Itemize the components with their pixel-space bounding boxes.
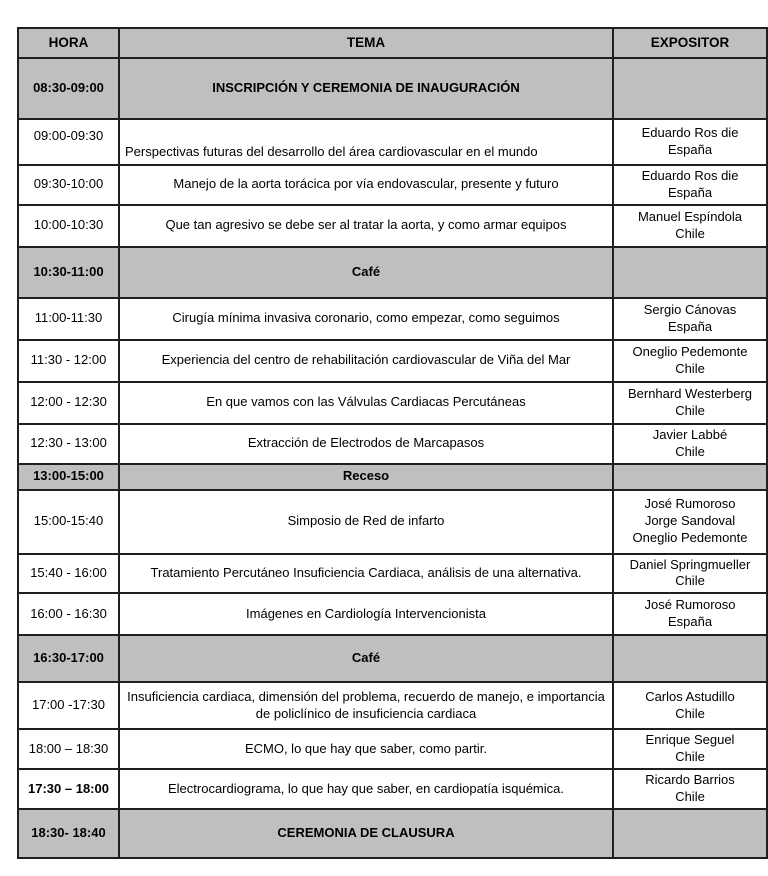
- expositor-line: Chile: [675, 705, 705, 721]
- table-row: [18, 205, 767, 247]
- expositor-line: Chile: [675, 443, 705, 459]
- expositor-cell: [613, 554, 767, 594]
- expositor-cell: [613, 729, 767, 769]
- expositor-cell: [613, 58, 767, 119]
- hora-cell: 16:30-17:00: [18, 635, 119, 682]
- expositor-line: España: [667, 614, 713, 630]
- table-row: [18, 340, 767, 382]
- tema-cell: Café: [119, 635, 613, 682]
- hora-cell: 17:00 -17:30: [18, 682, 119, 729]
- expositor-cell: [613, 490, 767, 554]
- expositor-line: Sergio Cánovas: [643, 301, 737, 317]
- expositor-cell: [613, 205, 767, 247]
- expositor-line: Chile: [675, 360, 705, 376]
- table-row: [18, 165, 767, 205]
- expositor-line: Eduardo Ros die: [641, 125, 739, 141]
- expositor-line: Daniel Springmueller: [629, 556, 751, 572]
- expositor-line: Ricardo Barrios: [645, 772, 735, 788]
- schedule-table: [17, 27, 768, 859]
- hora-cell: 08:30-09:00: [18, 58, 119, 119]
- table-row: [18, 769, 767, 809]
- tema-cell: Imágenes en Cardiología Intervencionista: [119, 593, 613, 635]
- table-row: [18, 729, 767, 769]
- expositor-cell: [613, 119, 767, 165]
- expositor-line: Oneglio Pedemonte: [632, 530, 748, 545]
- tema-cell: Tratamiento Percutáneo Insuficiencia Cardiaca, análisis de una alternativa.: [119, 554, 613, 594]
- hora-cell: 16:00 - 16:30: [18, 593, 119, 635]
- expositor-cell: [613, 298, 767, 340]
- expositor-line: Chile: [675, 749, 705, 765]
- header-row: [18, 28, 767, 58]
- expositor-cell: [613, 382, 767, 424]
- tema-cell: Insuficiencia cardiaca, dimensión del problema, recuerdo de manejo, e importancia de policlínico de insuficiencia cardiaca: [119, 682, 613, 729]
- expositor-cell: [613, 340, 767, 382]
- tema-cell: Experiencia del centro de rehabilitación cardiovascular de Viña del Mar: [119, 340, 613, 382]
- tema-cell: Café: [119, 247, 613, 298]
- table-row: [18, 424, 767, 464]
- expositor-line: José Rumoroso: [644, 597, 736, 613]
- column-header-tema: TEMA: [119, 28, 613, 58]
- expositor-cell: [613, 635, 767, 682]
- tema-cell: Cirugía mínima invasiva coronario, como empezar, como seguimos: [119, 298, 613, 340]
- expositor-cell: [613, 464, 767, 490]
- tema-cell: CEREMONIA DE CLAUSURA: [119, 809, 613, 858]
- tema-cell: Manejo de la aorta torácica por vía endovascular, presente y futuro: [119, 165, 613, 205]
- expositor-cell: [613, 593, 767, 635]
- hora-cell: 10:30-11:00: [18, 247, 119, 298]
- tema-cell: Que tan agresivo se debe ser al tratar la aorta, y como armar equipos: [119, 205, 613, 247]
- hora-cell: 09:30-10:00: [18, 165, 119, 205]
- column-header-expositor: EXPOSITOR: [613, 28, 767, 58]
- table-row: [18, 635, 767, 682]
- expositor-line: José Rumoroso: [644, 496, 736, 512]
- table-row: [18, 247, 767, 298]
- hora-cell: 10:00-10:30: [18, 205, 119, 247]
- table-row: [18, 809, 767, 858]
- tema-cell: Extracción de Electrodos de Marcapasos: [119, 424, 613, 464]
- expositor-line: Enrique Seguel: [645, 732, 735, 748]
- expositor-line: Chile: [675, 225, 705, 241]
- hora-cell: 15:00-15:40: [18, 490, 119, 554]
- hora-cell: 12:30 - 13:00: [18, 424, 119, 464]
- table-row: [18, 464, 767, 490]
- hora-cell: 17:30 – 18:00: [18, 769, 119, 809]
- expositor-line: Chile: [675, 402, 705, 418]
- column-header-hora: HORA: [18, 28, 119, 58]
- hora-cell: 15:40 - 16:00: [18, 554, 119, 594]
- expositor-line: España: [667, 318, 713, 334]
- hora-cell: 18:30- 18:40: [18, 809, 119, 858]
- hora-cell: 09:00-09:30: [18, 119, 119, 165]
- expositor-line: Javier Labbé: [652, 426, 728, 442]
- tema-cell: ECMO, lo que hay que saber, como partir.: [119, 729, 613, 769]
- expositor-cell: [613, 424, 767, 464]
- schedule-header: [18, 28, 767, 58]
- expositor-line: España: [667, 184, 713, 200]
- expositor-cell: [613, 769, 767, 809]
- expositor-line: Chile: [675, 573, 705, 589]
- expositor-line: Chile: [675, 789, 705, 805]
- tema-cell: Perspectivas futuras del desarrollo del área cardiovascular en el mundo: [119, 119, 613, 165]
- expositor-cell: [613, 809, 767, 858]
- expositor-line: Carlos Astudillo: [645, 688, 735, 704]
- table-row: [18, 554, 767, 594]
- tema-cell: Electrocardiograma, lo que hay que saber, en cardiopatía isquémica.: [119, 769, 613, 809]
- expositor-line: España: [667, 142, 713, 157]
- tema-cell: INSCRIPCIÓN Y CEREMONIA DE INAUGURACIÓN: [119, 58, 613, 119]
- hora-cell: 11:00-11:30: [18, 298, 119, 340]
- hora-cell: 11:30 - 12:00: [18, 340, 119, 382]
- expositor-line: Eduardo Ros die: [641, 168, 739, 183]
- table-row: [18, 298, 767, 340]
- expositor-line: Oneglio Pedemonte: [632, 343, 748, 359]
- table-row: [18, 382, 767, 424]
- expositor-cell: [613, 247, 767, 298]
- tema-cell: En que vamos con las Válvulas Cardiacas Percutáneas: [119, 382, 613, 424]
- table-row: [18, 119, 767, 165]
- hora-cell: 12:00 - 12:30: [18, 382, 119, 424]
- expositor-line: Bernhard Westerberg: [627, 385, 753, 401]
- expositor-line: Jorge Sandoval: [644, 513, 736, 529]
- schedule-table-body: [18, 58, 767, 858]
- tema-cell: Receso: [119, 464, 613, 490]
- table-row: [18, 58, 767, 119]
- expositor-cell: [613, 165, 767, 205]
- table-row: [18, 490, 767, 554]
- expositor-cell: [613, 682, 767, 729]
- table-row: [18, 682, 767, 729]
- hora-cell: 18:00 – 18:30: [18, 729, 119, 769]
- hora-cell: 13:00-15:00: [18, 464, 119, 490]
- expositor-line: Manuel Espíndola: [637, 208, 743, 224]
- tema-cell: Simposio de Red de infarto: [119, 490, 613, 554]
- table-row: [18, 593, 767, 635]
